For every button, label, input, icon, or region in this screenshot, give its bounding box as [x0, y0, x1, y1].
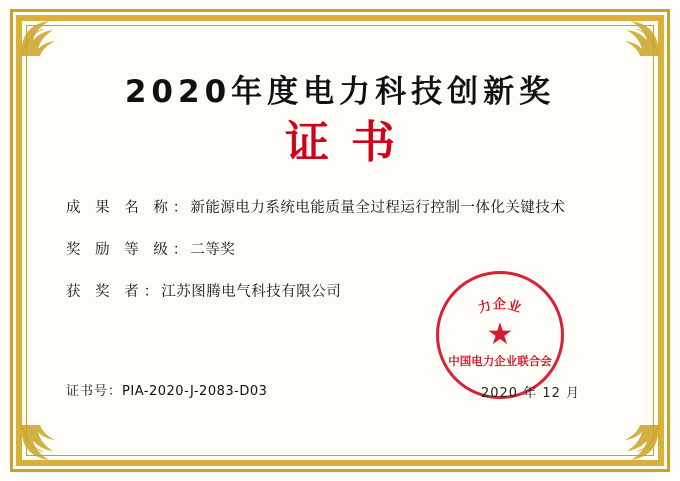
field-colon-achievement-name: ：	[172, 199, 188, 216]
seal-arc-label: 力企业	[476, 297, 524, 317]
field-value-award-level: 二等奖	[190, 241, 236, 258]
certificate-subtitle: 证书	[285, 117, 417, 168]
seal-star-icon: ★	[486, 318, 514, 351]
field-row-award-level	[66, 238, 630, 259]
certificate-number	[66, 380, 267, 399]
field-colon-awardee: ：	[143, 283, 159, 300]
field-row-achievement-name	[66, 196, 630, 217]
svg-text:力企业	[476, 296, 524, 316]
field-value-awardee: 江苏图腾电气科技有限公司	[161, 283, 342, 300]
official-seal	[436, 271, 564, 399]
field-value-achievement-name: 新能源电力系统电能质量全过程运行控制一体化关键技术	[190, 199, 566, 216]
field-label-awardee: 获 奖 者	[66, 283, 144, 300]
certificate-subtitle-wrap	[40, 117, 640, 170]
field-colon-award-level: ：	[172, 241, 188, 258]
issue-date: 2020 年 12 月	[480, 386, 580, 401]
field-label-achievement-name: 成 果 名 称	[66, 199, 173, 216]
certificate-number-label: 证书号：	[66, 384, 123, 399]
field-label-award-level: 奖 励 等 级	[66, 241, 173, 258]
certificate-content	[40, 38, 640, 443]
seal-organization-name: 中国电力企业联合会	[448, 354, 552, 368]
certificate-number-value: PIA-2020-J-2083-D03	[122, 384, 268, 399]
certificate-title: 2020年度电力科技创新奖	[124, 74, 556, 110]
